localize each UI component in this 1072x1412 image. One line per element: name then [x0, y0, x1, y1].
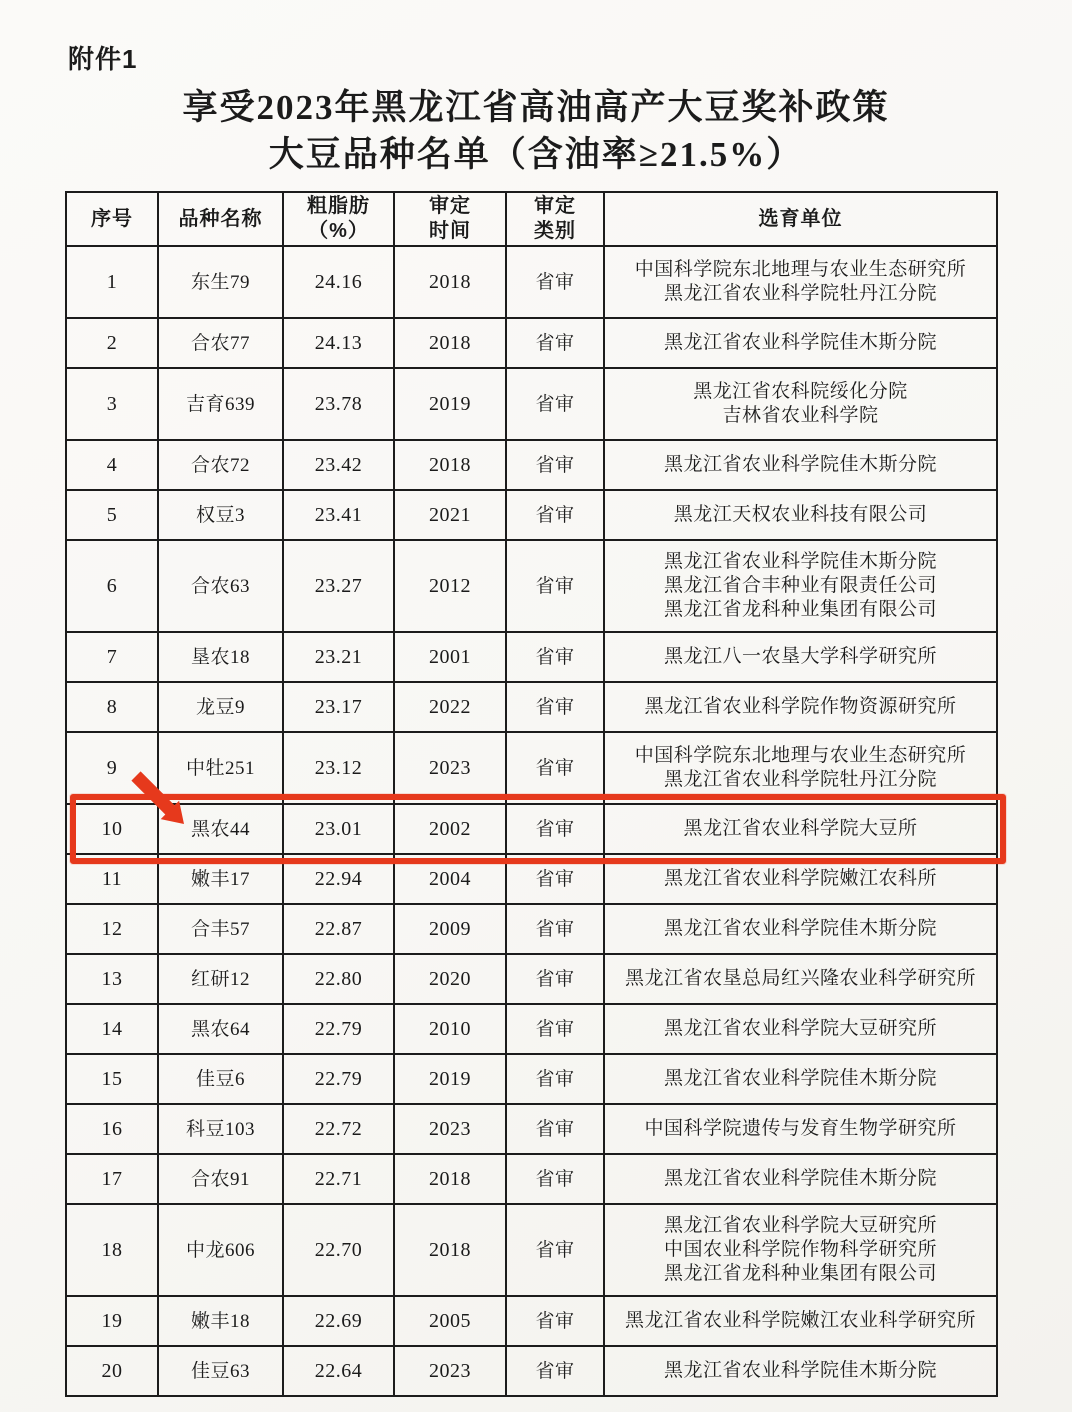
cell-units: [604, 1346, 997, 1396]
cell-fat: 22.72: [283, 1104, 394, 1154]
cell-variety: 佳豆63: [158, 1346, 283, 1396]
cell-category: 省审: [506, 490, 604, 540]
cell-category: 省审: [506, 318, 604, 368]
table-row: [66, 732, 997, 804]
cell-variety: 东生79: [158, 246, 283, 318]
column-header-line: 粗脂肪: [307, 195, 370, 217]
cell-category: 省审: [506, 368, 604, 440]
unit-line: 黑龙江省农业科学院佳木斯分院: [663, 918, 937, 939]
table-row: [66, 1104, 997, 1154]
cell-category: 省审: [506, 1296, 604, 1346]
unit-line: 黑龙江省农业科学院佳木斯分院: [663, 1360, 937, 1381]
cell-fat: 22.69: [283, 1296, 394, 1346]
cell-no: 12: [66, 904, 158, 954]
cell-no: 17: [66, 1154, 158, 1204]
cell-fat: 22.64: [283, 1346, 394, 1396]
cell-no: 14: [66, 1004, 158, 1054]
cell-variety: 嫩丰18: [158, 1296, 283, 1346]
unit-line: 黑龙江省农业科学院牡丹江分院: [663, 769, 937, 790]
unit-line: 黑龙江省龙科种业集团有限公司: [663, 1263, 937, 1284]
cell-fat: 23.41: [283, 490, 394, 540]
cell-category: 省审: [506, 1346, 604, 1396]
cell-fat: 24.13: [283, 318, 394, 368]
cell-no: 9: [66, 732, 158, 804]
cell-units: [604, 440, 997, 490]
table-row: [66, 1054, 997, 1104]
cell-category: 省审: [506, 904, 604, 954]
table-row: [66, 1296, 997, 1346]
cell-variety: 合农63: [158, 540, 283, 632]
cell-fat: 22.71: [283, 1154, 394, 1204]
cell-category: 省审: [506, 540, 604, 632]
unit-line: 中国农业科学院作物科学研究所: [663, 1239, 937, 1260]
unit-line: 黑龙江省农业科学院牡丹江分院: [663, 283, 937, 304]
cell-variety: 黑农64: [158, 1004, 283, 1054]
unit-line: 黑龙江省农业科学院嫩江农科所: [663, 868, 937, 889]
column-header: [283, 192, 394, 246]
cell-category: 省审: [506, 682, 604, 732]
unit-line: 中国科学院东北地理与农业生态研究所: [634, 745, 967, 766]
column-header-line: 品种名称: [178, 207, 263, 230]
cell-variety: 佳豆6: [158, 1054, 283, 1104]
page-title-line-2: 大豆品种名单（含油率≥21.5%）: [268, 135, 804, 174]
unit-line: 黑龙江省农业科学院大豆研究所: [663, 1018, 937, 1039]
cell-units: [604, 490, 997, 540]
table-row: [66, 1346, 997, 1396]
cell-variety: 中龙606: [158, 1204, 283, 1296]
table-row: [66, 318, 997, 368]
unit-line: 黑龙江省农科院绥化分院: [693, 381, 908, 402]
cell-no: 8: [66, 682, 158, 732]
table-row: [66, 1004, 997, 1054]
column-header-line: 类别: [534, 220, 576, 242]
table-row: [66, 804, 997, 854]
cell-variety: 垦农18: [158, 632, 283, 682]
cell-fat: 23.42: [283, 440, 394, 490]
cell-variety: 权豆3: [158, 490, 283, 540]
cell-fat: 22.79: [283, 1004, 394, 1054]
cell-year: 2012: [394, 540, 506, 632]
cell-year: 2009: [394, 904, 506, 954]
cell-variety: 合农77: [158, 318, 283, 368]
cell-no: 6: [66, 540, 158, 632]
cell-no: 18: [66, 1204, 158, 1296]
unit-line: 黑龙江省农业科学院佳木斯分院: [663, 1168, 937, 1189]
cell-variety: 黑农44: [158, 804, 283, 854]
cell-units: [604, 1004, 997, 1054]
unit-line: 吉林省农业科学院: [722, 405, 879, 426]
column-header: [394, 192, 506, 246]
cell-no: 11: [66, 854, 158, 904]
unit-line: 黑龙江省农垦总局红兴隆农业科学研究所: [624, 968, 976, 989]
cell-no: 13: [66, 954, 158, 1004]
cell-units: [604, 904, 997, 954]
table-row: [66, 1154, 997, 1204]
cell-variety: 合农72: [158, 440, 283, 490]
cell-no: 10: [66, 804, 158, 854]
table-header-row: [66, 192, 997, 246]
cell-year: 2018: [394, 1154, 506, 1204]
cell-category: 省审: [506, 1054, 604, 1104]
cell-year: 2019: [394, 1054, 506, 1104]
table-row: [66, 246, 997, 318]
cell-variety: 吉育639: [158, 368, 283, 440]
column-header-line: 序号: [91, 207, 133, 230]
cell-year: 2002: [394, 804, 506, 854]
cell-units: [604, 246, 997, 318]
cell-units: [604, 368, 997, 440]
column-header: [604, 192, 997, 246]
cell-units: [604, 1154, 997, 1204]
table-row: [66, 954, 997, 1004]
cell-year: 2018: [394, 1204, 506, 1296]
cell-fat: 22.70: [283, 1204, 394, 1296]
unit-line: 黑龙江省农业科学院佳木斯分院: [663, 332, 937, 353]
cell-no: 7: [66, 632, 158, 682]
table-row: [66, 1204, 997, 1296]
cell-fat: 23.78: [283, 368, 394, 440]
cell-fat: 22.94: [283, 854, 394, 904]
cell-year: 2021: [394, 490, 506, 540]
unit-line: 中国科学院东北地理与农业生态研究所: [634, 259, 967, 280]
column-header-line: 审定: [429, 195, 471, 217]
table-row: [66, 490, 997, 540]
cell-units: [604, 732, 997, 804]
cell-no: 4: [66, 440, 158, 490]
cell-fat: 23.12: [283, 732, 394, 804]
unit-line: 黑龙江省农业科学院大豆所: [683, 818, 918, 839]
cell-variety: 中牡251: [158, 732, 283, 804]
cell-units: [604, 1296, 997, 1346]
unit-line: 黑龙江省农业科学院嫩江农业科学研究所: [624, 1310, 976, 1331]
table-row: [66, 368, 997, 440]
column-header-line: 时间: [429, 220, 471, 242]
cell-no: 5: [66, 490, 158, 540]
cell-variety: 科豆103: [158, 1104, 283, 1154]
cell-category: 省审: [506, 732, 604, 804]
cell-no: 3: [66, 368, 158, 440]
cell-year: 2023: [394, 1104, 506, 1154]
table-row: [66, 682, 997, 732]
cell-fat: 22.79: [283, 1054, 394, 1104]
cell-no: 19: [66, 1296, 158, 1346]
cell-no: 2: [66, 318, 158, 368]
cell-year: 2004: [394, 854, 506, 904]
cell-variety: 嫩丰17: [158, 854, 283, 904]
column-header: [506, 192, 604, 246]
cell-category: 省审: [506, 854, 604, 904]
cell-category: 省审: [506, 954, 604, 1004]
cell-category: 省审: [506, 632, 604, 682]
attachment-label: 附件1: [68, 44, 138, 74]
cell-year: 2018: [394, 440, 506, 490]
cell-year: 2018: [394, 246, 506, 318]
cell-units: [604, 632, 997, 682]
cell-units: [604, 1104, 997, 1154]
table-row: [66, 854, 997, 904]
cell-units: [604, 318, 997, 368]
unit-line: 黑龙江省龙科种业集团有限公司: [663, 599, 937, 620]
unit-line: 黑龙江省农业科学院佳木斯分院: [663, 1068, 937, 1089]
page-title-line-1: 享受2023年黑龙江省高油高产大豆奖补政策: [182, 88, 890, 127]
cell-year: 2018: [394, 318, 506, 368]
unit-line: 黑龙江省农业科学院作物资源研究所: [644, 696, 957, 717]
column-header: [66, 192, 158, 246]
cell-no: 1: [66, 246, 158, 318]
table-row: [66, 904, 997, 954]
cell-fat: 22.87: [283, 904, 394, 954]
cell-units: [604, 540, 997, 632]
cell-category: 省审: [506, 1104, 604, 1154]
cell-category: 省审: [506, 1004, 604, 1054]
cell-variety: 红研12: [158, 954, 283, 1004]
cell-year: 2019: [394, 368, 506, 440]
column-header-line: 审定: [534, 195, 576, 217]
cell-fat: 23.27: [283, 540, 394, 632]
cell-year: 2023: [394, 732, 506, 804]
column-header-line: （%）: [308, 220, 369, 242]
cell-year: 2023: [394, 1346, 506, 1396]
cell-units: [604, 954, 997, 1004]
table-row: [66, 632, 997, 682]
cell-no: 16: [66, 1104, 158, 1154]
cell-year: 2005: [394, 1296, 506, 1346]
cell-fat: 23.01: [283, 804, 394, 854]
column-header: [158, 192, 283, 246]
page-title: [0, 84, 1072, 178]
cell-variety: 合农91: [158, 1154, 283, 1204]
unit-line: 黑龙江天权农业科技有限公司: [673, 504, 928, 525]
unit-line: 黑龙江省合丰种业有限责任公司: [663, 575, 937, 596]
cell-units: [604, 1204, 997, 1296]
cell-year: 2020: [394, 954, 506, 1004]
unit-line: 黑龙江省农业科学院佳木斯分院: [663, 551, 937, 572]
cell-variety: 龙豆9: [158, 682, 283, 732]
cell-year: 2010: [394, 1004, 506, 1054]
unit-line: 黑龙江省农业科学院佳木斯分院: [663, 454, 937, 475]
cell-category: 省审: [506, 440, 604, 490]
cell-fat: 23.17: [283, 682, 394, 732]
cell-year: 2022: [394, 682, 506, 732]
table-row: [66, 440, 997, 490]
table-row: [66, 540, 997, 632]
unit-line: 黑龙江八一农垦大学科学研究所: [663, 646, 937, 667]
cell-no: 20: [66, 1346, 158, 1396]
cell-units: [604, 682, 997, 732]
cell-variety: 合丰57: [158, 904, 283, 954]
unit-line: 中国科学院遗传与发育生物学研究所: [644, 1118, 957, 1139]
cell-fat: 24.16: [283, 246, 394, 318]
cell-units: [604, 1054, 997, 1104]
cell-no: 15: [66, 1054, 158, 1104]
cell-category: 省审: [506, 1154, 604, 1204]
variety-table: [65, 191, 998, 1397]
cell-fat: 22.80: [283, 954, 394, 1004]
column-header-line: 选育单位: [758, 207, 843, 230]
unit-line: 黑龙江省农业科学院大豆研究所: [663, 1215, 937, 1236]
cell-category: 省审: [506, 804, 604, 854]
cell-units: [604, 804, 997, 854]
cell-category: 省审: [506, 1204, 604, 1296]
cell-fat: 23.21: [283, 632, 394, 682]
cell-category: 省审: [506, 246, 604, 318]
cell-units: [604, 854, 997, 904]
cell-year: 2001: [394, 632, 506, 682]
